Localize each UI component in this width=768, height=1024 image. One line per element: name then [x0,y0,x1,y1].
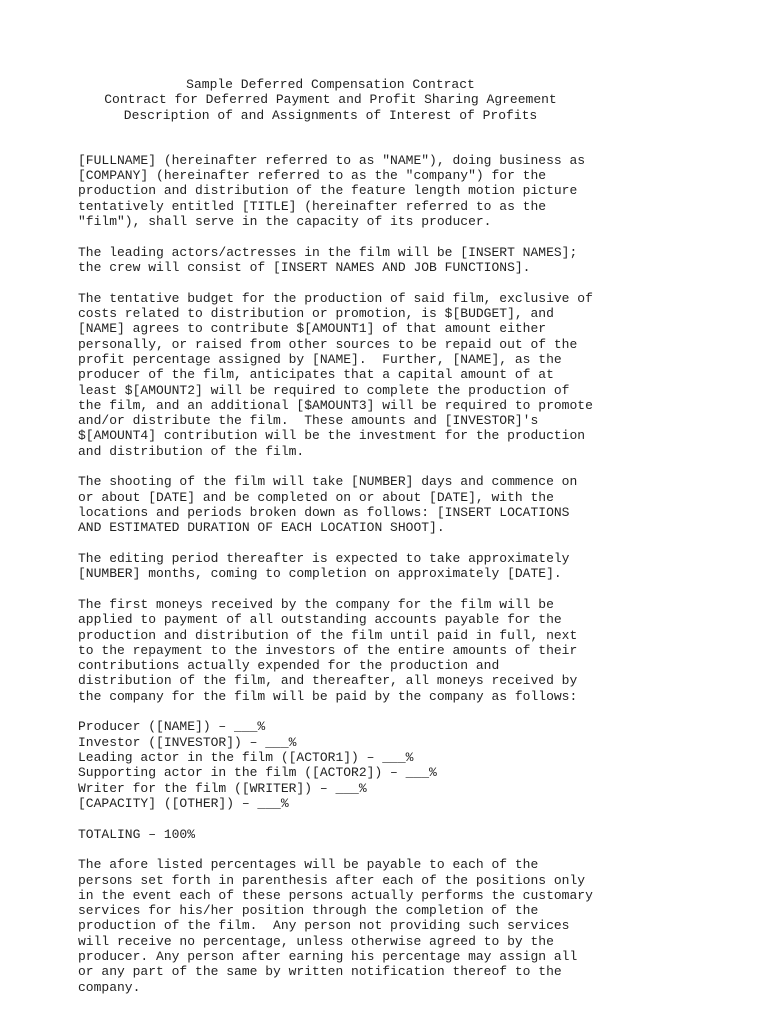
subtitle-line: Description of and Assignments of Interest of Profits [123,107,538,123]
text-line: the film, and an additional [$AMOUNT3] will be required to promote [78,397,593,413]
document-page [78,77,758,1010]
share-writer: Writer for the film ([WRITER]) – ___% [78,780,367,796]
paragraph-conditions [78,857,758,995]
share-producer: Producer ([NAME]) – ___% [78,719,266,735]
text-line: The leading actors/actresses in the film will be [INSERT NAMES]; [78,244,578,260]
text-line: The afore listed percentages will be payable to each of the [78,857,539,873]
paragraph-parties [78,153,758,229]
title-line: Sample Deferred Compensation Contract [186,77,475,92]
text-line: production and distribution of the feature length motion picture [78,183,578,199]
text-line: the crew will consist of [INSERT NAMES AND JOB FUNCTIONS]. [78,260,531,276]
text-line: $[AMOUNT4] contribution will be the investment for the production [78,428,586,444]
text-line: to the repayment to the investors of the entire amounts of their [78,642,578,658]
total-line [78,827,758,842]
text-line: and/or distribute the film. These amounts and [INVESTOR]'s [78,413,539,429]
text-line: The shooting of the film will take [NUMBER] days and commence on [78,474,578,490]
text-line: [NUMBER] months, coming to completion on approximately [DATE]. [78,566,562,582]
text-line: costs related to distribution or promotion, is $[BUDGET], and [78,306,554,322]
paragraph-budget [78,291,758,459]
text-line: AND ESTIMATED DURATION OF EACH LOCATION SHOOT]. [78,520,445,536]
document-title [78,77,583,123]
text-line: company. [78,979,141,995]
text-line: the company for the film will be paid by the company as follows: [78,688,578,704]
total-text: TOTALING – 100% [78,826,196,842]
text-line: services for his/her position through the completion of the [78,903,539,919]
text-line: [FULLNAME] (hereinafter referred to as "NAME"), doing business as [78,152,586,168]
text-line: distribution of the film, and thereafter, all moneys received by [78,673,578,689]
text-line: and distribution of the film. [78,443,305,459]
text-line: [NAME] agrees to contribute $[AMOUNT1] of that amount either [78,321,547,337]
text-line: The tentative budget for the production of said film, exclusive of [78,290,593,306]
share-other: [CAPACITY] ([OTHER]) – ___% [78,795,289,811]
text-line: least $[AMOUNT2] will be required to complete the production of [78,382,570,398]
subtitle-line: Contract for Deferred Payment and Profit Sharing Agreement [104,92,557,108]
paragraph-cast [78,245,758,276]
share-supporting-actor: Supporting actor in the film ([ACTOR2]) – ___% [78,765,437,781]
text-line: contributions actually expended for the production and [78,658,500,674]
paragraph-payments [78,597,758,704]
text-line: locations and periods broken down as follows: [INSERT LOCATIONS [78,505,570,520]
text-line: producer of the film, anticipates that a capital amount of at [78,367,554,383]
text-line: The editing period thereafter is expected to take approximately [78,550,570,566]
text-line: tentatively entitled [TITLE] (hereinafter referred to as the [78,198,547,214]
text-line: production of the film. Any person not providing such services [78,918,570,934]
text-line: profit percentage assigned by [NAME]. Further, [NAME], as the [78,351,562,367]
text-line: applied to payment of all outstanding accounts payable for the [78,612,562,628]
text-line: [COMPANY] (hereinafter referred to as the "company") for the [78,168,547,184]
text-line: "film"), shall serve in the capacity of its producer. [78,214,492,230]
text-line: The first moneys received by the company for the film will be [78,596,554,612]
share-investor: Investor ([INVESTOR]) – ___% [78,734,297,750]
text-line: personally, or raised from other sources to be repaid out of the [78,336,578,352]
text-line: persons set forth in parenthesis after each of the positions only [78,872,586,888]
profit-share-list [78,719,758,811]
text-line: will receive no percentage, unless otherwise agreed to by the [78,933,554,949]
paragraph-editing [78,551,758,582]
share-leading-actor: Leading actor in the film ([ACTOR1]) – ___% [78,750,414,766]
text-line: producer. Any person after earning his percentage may assign all [78,949,578,965]
text-line: or any part of the same by written notification thereof to the [78,964,562,980]
text-line: production and distribution of the film until paid in full, next [78,627,578,643]
text-line: in the event each of these persons actually performs the customary [78,887,593,903]
text-line: or about [DATE] and be completed on or about [DATE], with the [78,489,554,505]
paragraph-shooting [78,474,758,535]
